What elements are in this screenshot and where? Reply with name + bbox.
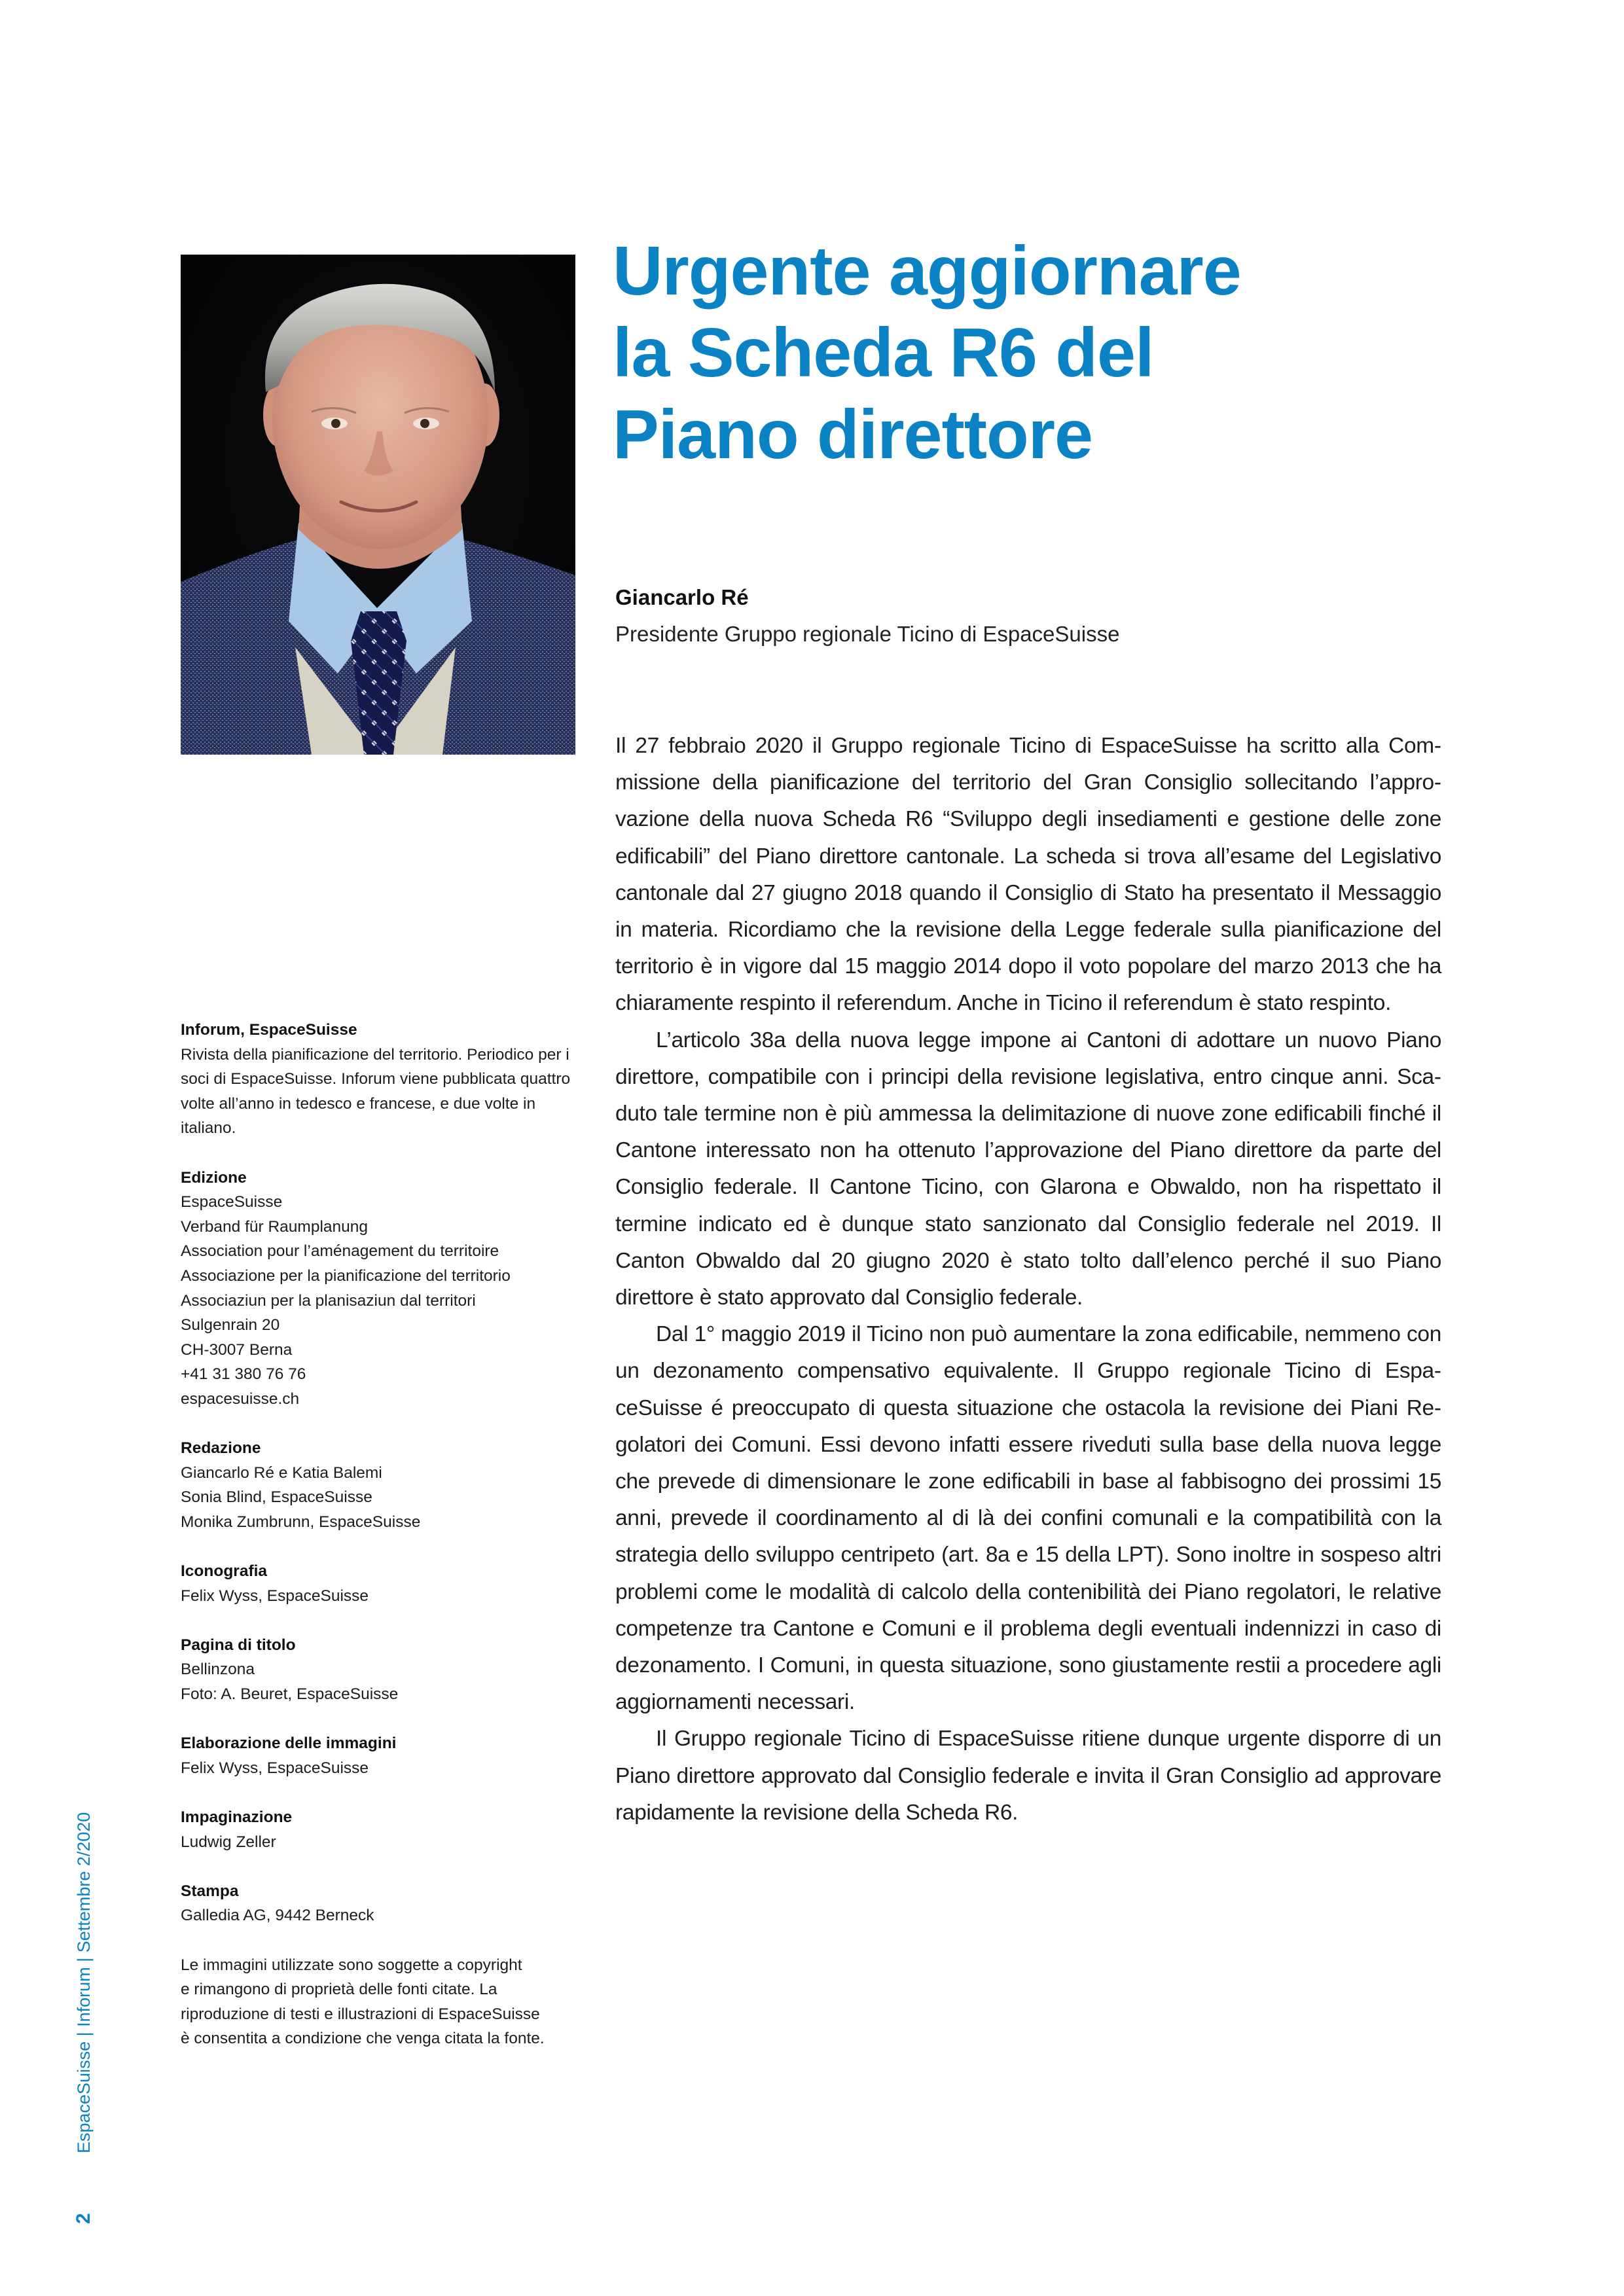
copyright-line: riproduzione di testi e illustrazioni di EspaceSuisse xyxy=(181,2005,540,2023)
colophon-heading: Iconografia xyxy=(181,1562,268,1581)
colophon-section-elaborazione-immagini xyxy=(181,1731,586,1780)
colophon-section-impaginazione xyxy=(181,1805,586,1854)
colophon-address: Sulgenrain 20 xyxy=(181,1316,280,1335)
author-role: Presidente Gruppo regionale Ticino di EspaceSuisse xyxy=(615,622,1120,646)
running-footer: EspaceSuisse | Inforum | Settembre 2/2020 xyxy=(74,1812,94,2153)
copyright-line: Le immagini utilizzate sono soggette a copyright xyxy=(181,1956,522,1974)
colophon-website-link[interactable]: espacesuisse.ch xyxy=(181,1390,300,1408)
colophon xyxy=(181,1018,586,2076)
colophon-line: Ludwig Zeller xyxy=(181,1833,276,1851)
colophon-heading: Impaginazione xyxy=(181,1808,293,1826)
colophon-heading: Elaborazione delle immagini xyxy=(181,1734,397,1753)
article-paragraph: Il 27 febbraio 2020 il Gruppo regionale Ticino di EspaceSuisse ha scritto alla Commissione della pianificazione del territorio del Gran Consiglio sollecitando l’approvazione della nuova Scheda R6 “Sviluppo degli insediamenti e gestione delle zone edificabili” del Piano direttore cantonale. La scheda si trova all’esame del Legislativo cantonale dal 27 giugno 2018 quando il Consiglio di Stato ha presentato il Messaggio in materia. Ricordiamo che la revisione della Legge federale sulla pianificazione del territorio è in vigore dal 15 maggio 2014 dopo il voto popolare del marzo 2013 che ha chiaramente respinto il referendum. Anche in Ticino il referendum è stato respinto. xyxy=(615,734,1441,1016)
colophon-section-stampa xyxy=(181,1879,586,1928)
colophon-line: Associazione per la pianificazione del territorio xyxy=(181,1266,511,1285)
colophon-heading: Stampa xyxy=(181,1882,239,1900)
colophon-intro xyxy=(181,1018,586,1141)
article-body xyxy=(615,728,1441,1831)
article-paragraph: Il Gruppo regionale Ticino di EspaceSuisse ritiene dunque urgente disporre di un Piano direttore approvato dal Consiglio federale e invita il Gran Consiglio ad approvare rapidamente la revisione della Scheda R6. xyxy=(615,1727,1441,1825)
title-line: la Scheda R6 del xyxy=(613,314,1154,391)
colophon-line: Felix Wyss, EspaceSuisse xyxy=(181,1587,369,1605)
colophon-line: Foto: A. Beuret, EspaceSuisse xyxy=(181,1685,399,1704)
article-title xyxy=(613,230,1464,476)
page-number: 2 xyxy=(73,2213,94,2224)
colophon-section-redazione xyxy=(181,1436,586,1534)
colophon-phone: +41 31 380 76 76 xyxy=(181,1365,306,1384)
title-line: Piano direttore xyxy=(613,396,1093,473)
portrait-illustration xyxy=(181,255,575,755)
colophon-line: Sonia Blind, EspaceSuisse xyxy=(181,1488,372,1507)
article-paragraph: L’articolo 38a della nuova legge impone ai Cantoni di adottare un nuovo Piano direttore, compatibile con i principi della revisione legislativa, entro cinque anni. Scaduto tale termine non è più ammessa la delimitazione di nuove zone edificabili finché il Cantone interessato non ha ottenuto l’approvazione del Piano direttore da parte del Consiglio federale. Il Cantone Ticino, con Glarona e Obwaldo, non ha rispettato il termine indicato ed è dunque stato sanzionato dal Consiglio federale nel 2019. Il Canton Obwaldo dal 20 giugno 2020 è stato tolto dall’elenco perché il suo Piano direttore è stato approvato dal Consiglio federale. xyxy=(615,1028,1441,1310)
title-line: Urgente aggiornare xyxy=(613,232,1241,310)
colophon-line: EspaceSuisse xyxy=(181,1193,283,1211)
colophon-line: Galledia AG, 9442 Berneck xyxy=(181,1907,374,1925)
copyright-line: è consentita a condizione che venga citata la fonte. xyxy=(181,2030,545,2048)
author-name: Giancarlo Ré xyxy=(615,585,749,609)
colophon-section-edizione xyxy=(181,1166,586,1412)
colophon-line: Association pour l’aménagement du territoire xyxy=(181,1242,499,1261)
byline xyxy=(615,583,1119,649)
colophon-heading: Inforum, EspaceSuisse xyxy=(181,1021,357,1039)
colophon-line: Associaziun per la planisaziun dal territori xyxy=(181,1291,476,1310)
colophon-line: Giancarlo Ré e Katia Balemi xyxy=(181,1463,382,1482)
colophon-line: Verband für Raumplanung xyxy=(181,1217,369,1236)
article-paragraph: Dal 1° maggio 2019 il Ticino non può aumentare la zona edificabile, nemmeno con un dezonamento compensativo equivalente. Il Gruppo regionale Ticino di EspaceSuisse é preoccupato di questa situazione che ostacola la revisione dei Piani Regolatori dei Comuni. Essi devono infatti essere riveduti sulla base della nuova legge che prevede di dimensionare le zone edificabili in base al fabbisogno dei prossimi 15 anni, prevede il coordinamento al di là dei confini comunali e la compatibilità con la strategia dello sviluppo centripeto (art. 8a e 15 della LPT). Sono inoltre in sospeso altri problemi come le modalità di calcolo della contenibilità dei Piano regolatori, le relative competenze tra Cantone e Comuni e il problema degli eventuali indennizzi in caso di dezonamento. I Comuni, in questa situazione, sono giustamente restii a procedere agli aggiornamenti necessari. xyxy=(615,1322,1441,1715)
copyright-line: e rimangono di proprietà delle fonti citate. La xyxy=(181,1981,497,1999)
colophon-section-iconografia xyxy=(181,1559,586,1608)
colophon-copyright xyxy=(181,1953,586,2051)
colophon-heading: Redazione xyxy=(181,1439,261,1458)
colophon-heading: Edizione xyxy=(181,1168,247,1187)
colophon-city: CH-3007 Berna xyxy=(181,1340,293,1359)
colophon-line: Felix Wyss, EspaceSuisse xyxy=(181,1759,369,1777)
colophon-heading: Pagina di titolo xyxy=(181,1636,296,1654)
author-portrait-photo xyxy=(181,255,575,755)
colophon-section-pagina-di-titolo xyxy=(181,1633,586,1707)
colophon-line: Bellinzona xyxy=(181,1660,255,1679)
colophon-description: Rivista della pianificazione del territorio. Periodico per i soci di EspaceSuisse. Inforum viene pubblicata quattro volte all’anno in tedesco e francese, e due volte in italiano. xyxy=(181,1045,571,1138)
colophon-line: Monika Zumbrunn, EspaceSuisse xyxy=(181,1513,421,1531)
